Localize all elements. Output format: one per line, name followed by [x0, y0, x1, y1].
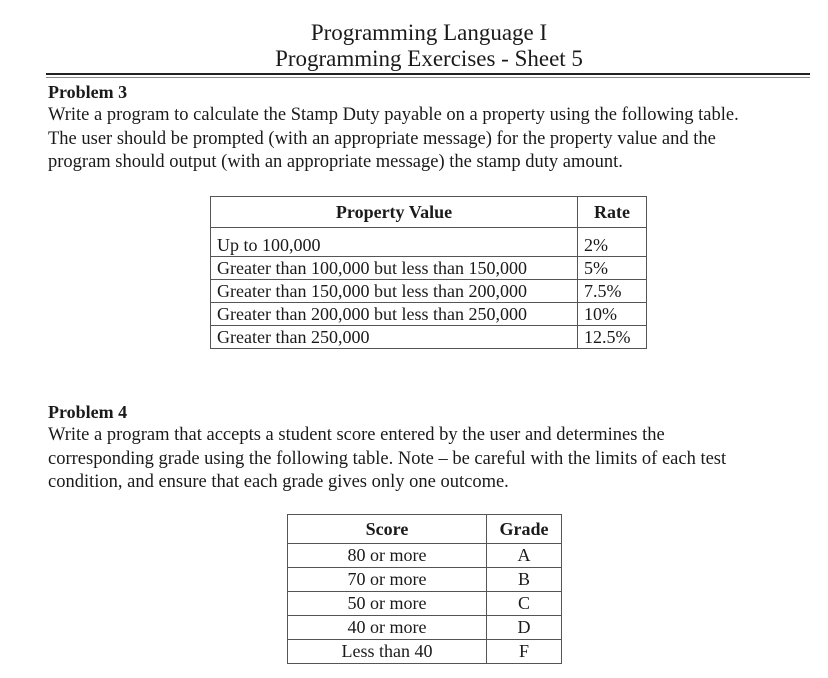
rate-cell: 10% [578, 303, 647, 326]
stamp-duty-table [210, 196, 647, 349]
rate-cell: 7.5% [578, 280, 647, 303]
score-cell: 50 or more [288, 592, 487, 616]
score-cell: 70 or more [288, 568, 487, 592]
column-header-rate: Rate [578, 197, 647, 228]
property-value-cell: Greater than 150,000 but less than 200,000 [211, 280, 578, 303]
sheet-title-exercises: Programming Exercises - Sheet 5 [275, 46, 583, 71]
problem-4-line: condition, and ensure that each grade gives only one outcome. [48, 472, 509, 492]
score-cell: Less than 40 [288, 640, 487, 664]
grade-table [287, 514, 562, 664]
rate-cell: 5% [578, 257, 647, 280]
score-cell: 40 or more [288, 616, 487, 640]
problem-3-text [48, 104, 818, 175]
column-header-property-value: Property Value [211, 197, 578, 228]
grade-cell: C [487, 592, 562, 616]
problem-3-line: The user should be prompted (with an appropriate message) for the property value and the [48, 128, 716, 149]
column-header-grade: Grade [487, 515, 562, 544]
grade-cell: B [487, 568, 562, 592]
property-value-cell: Greater than 200,000 but less than 250,000 [211, 303, 578, 326]
problem-4-line: corresponding grade using the following table. Note – be careful with the limits of each test [48, 448, 727, 469]
grade-cell: F [487, 640, 562, 664]
score-cell: 80 or more [288, 544, 487, 568]
rate-cell: 2% [578, 228, 647, 257]
sheet-title-course: Programming Language I [310, 20, 548, 45]
rate-cell: 12.5% [578, 326, 647, 349]
header-rule-thin [46, 77, 810, 78]
problem-4-title: Problem 4 [48, 402, 128, 422]
problem-3-line: program should output (with an appropriate message) the stamp duty amount. [48, 152, 623, 172]
header-rule [46, 73, 810, 75]
grade-cell: D [487, 616, 562, 640]
problem-3-line: Write a program to calculate the Stamp Duty payable on a property using the following table. [48, 105, 739, 125]
problem-3-title: Problem 3 [48, 82, 128, 102]
property-value-cell: Up to 100,000 [211, 228, 578, 257]
column-header-score: Score [288, 515, 487, 544]
grade-cell: A [487, 544, 562, 568]
property-value-cell: Greater than 250,000 [211, 326, 578, 349]
property-value-cell: Greater than 100,000 but less than 150,000 [211, 257, 578, 280]
problem-4-text [48, 424, 818, 495]
problem-4-line: Write a program that accepts a student score entered by the user and determines the [48, 425, 665, 445]
